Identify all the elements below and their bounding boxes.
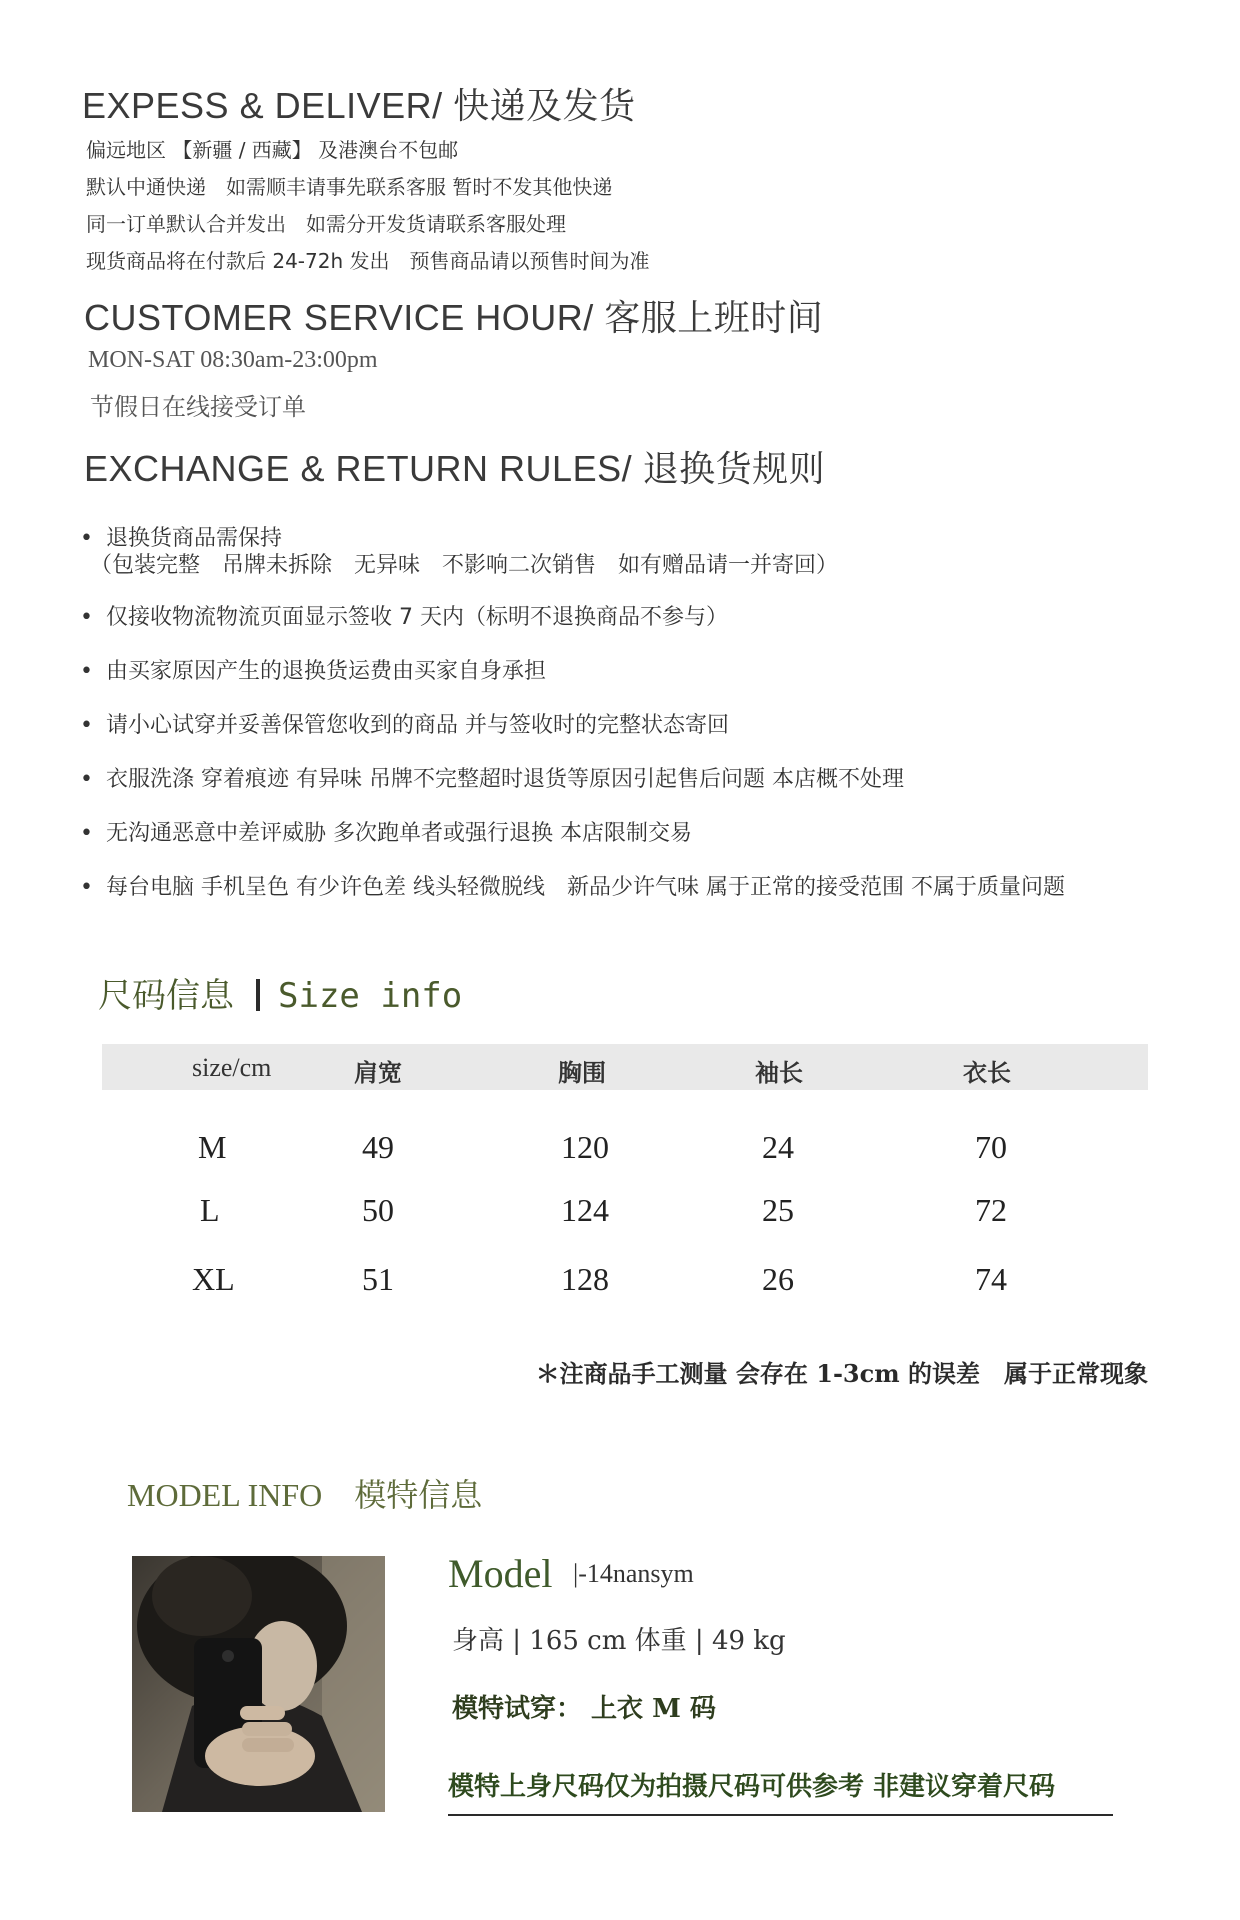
size-cell: XL — [192, 1261, 235, 1297]
shipping-line: 同一订单默认合并发出 如需分开发货请联系客服处理 — [86, 212, 566, 236]
size-cell: 128 — [561, 1261, 609, 1297]
size-cell: 51 — [362, 1261, 394, 1297]
model-tryon: 模特试穿： 上衣 M 码 — [452, 1694, 716, 1724]
size-header-shoulder: 肩宽 — [354, 1058, 402, 1087]
bullet-icon: • — [80, 767, 93, 792]
size-cell: M — [198, 1129, 227, 1165]
size-cell: 49 — [362, 1129, 394, 1165]
disclaimer-underline — [448, 1814, 1113, 1816]
return-rule: • 由买家原因产生的退换货运费由买家自身承担 — [80, 659, 547, 684]
return-rule: • 每台电脑 手机呈色 有少许色差 线头轻微脱线 新品少许气味 属于正常的接受范围 不属于质量问题 — [80, 875, 1065, 900]
model-handle: |-14nansym — [573, 1559, 694, 1588]
size-title-en: Size info — [278, 976, 463, 1016]
bullet-icon: • — [80, 526, 93, 551]
shipping-title: EXPESS & DELIVER/ 快递及发货 — [82, 85, 636, 126]
return-rule-detail: （包装完整 吊牌未拆除 无异味 不影响二次销售 如有赠品请一并寄回） — [90, 553, 839, 578]
size-title-cn: 尺码信息 — [98, 976, 234, 1016]
size-cell: 120 — [561, 1129, 609, 1165]
size-header-size: size/cm — [192, 1053, 272, 1082]
shipping-line: 偏远地区 【新疆 / 西藏】 及港澳台不包邮 — [86, 138, 459, 162]
bullet-icon: • — [80, 821, 93, 846]
model-photo — [132, 1556, 385, 1812]
size-cell: 24 — [762, 1129, 794, 1165]
return-rule: • 仅接收物流物流页面显示签收 7 天内（标明不退换商品不参与） — [80, 605, 728, 630]
model-name: Model — [448, 1551, 553, 1596]
size-cell: 50 — [362, 1192, 394, 1228]
size-title — [98, 968, 462, 1017]
size-cell: 26 — [762, 1261, 794, 1297]
service-title: CUSTOMER SERVICE HOUR/ 客服上班时间 — [84, 297, 824, 338]
model-stats: 身高 | 165 cm 体重 | 49 kg — [452, 1626, 786, 1656]
size-cell: 72 — [975, 1192, 1007, 1228]
return-rule: • 无沟通恶意中差评威胁 多次跑单者或强行退换 本店限制交易 — [80, 821, 692, 846]
size-cell: 70 — [975, 1129, 1007, 1165]
return-rule: • 衣服洗涤 穿着痕迹 有异味 吊牌不完整超时退货等原因引起售后问题 本店概不处理 — [80, 767, 904, 792]
model-disclaimer: 模特上身尺码仅为拍摄尺码可供参考 非建议穿着尺码 — [448, 1772, 1056, 1802]
return-rule: • 退换货商品需保持 （包装完整 吊牌未拆除 无异味 不影响二次销售 如有赠品请一并寄回） — [80, 526, 839, 578]
divider — [256, 979, 260, 1011]
service-holiday: 节假日在线接受订单 — [90, 395, 306, 421]
bullet-icon: • — [80, 605, 93, 630]
size-cell: L — [200, 1192, 220, 1228]
bullet-icon: • — [80, 713, 93, 738]
size-cell: 74 — [975, 1261, 1007, 1297]
returns-title: EXCHANGE & RETURN RULES/ 退换货规则 — [84, 448, 826, 489]
size-cell: 25 — [762, 1192, 794, 1228]
bullet-icon: • — [80, 659, 93, 684]
size-header-length: 衣长 — [963, 1058, 1011, 1087]
size-header-sleeve: 袖长 — [755, 1058, 803, 1087]
return-rule: • 请小心试穿并妥善保管您收到的商品 并与签收时的完整状态寄回 — [80, 713, 729, 738]
service-hours: MON-SAT 08:30am-23:00pm — [88, 347, 378, 373]
size-cell: 124 — [561, 1192, 609, 1228]
shipping-line: 默认中通快递 如需顺丰请事先联系客服 暂时不发其他快递 — [86, 175, 613, 199]
shipping-line: 现货商品将在付款后 24-72h 发出 预售商品请以预售时间为准 — [86, 249, 650, 273]
model-section-title: MODEL INFO 模特信息 — [127, 1477, 483, 1513]
bullet-icon: • — [80, 875, 93, 900]
measurement-note: ＊注商品手工测量 会存在 1-3cm 的误差 属于正常现象 — [535, 1359, 1148, 1388]
size-header-chest: 胸围 — [558, 1058, 606, 1087]
